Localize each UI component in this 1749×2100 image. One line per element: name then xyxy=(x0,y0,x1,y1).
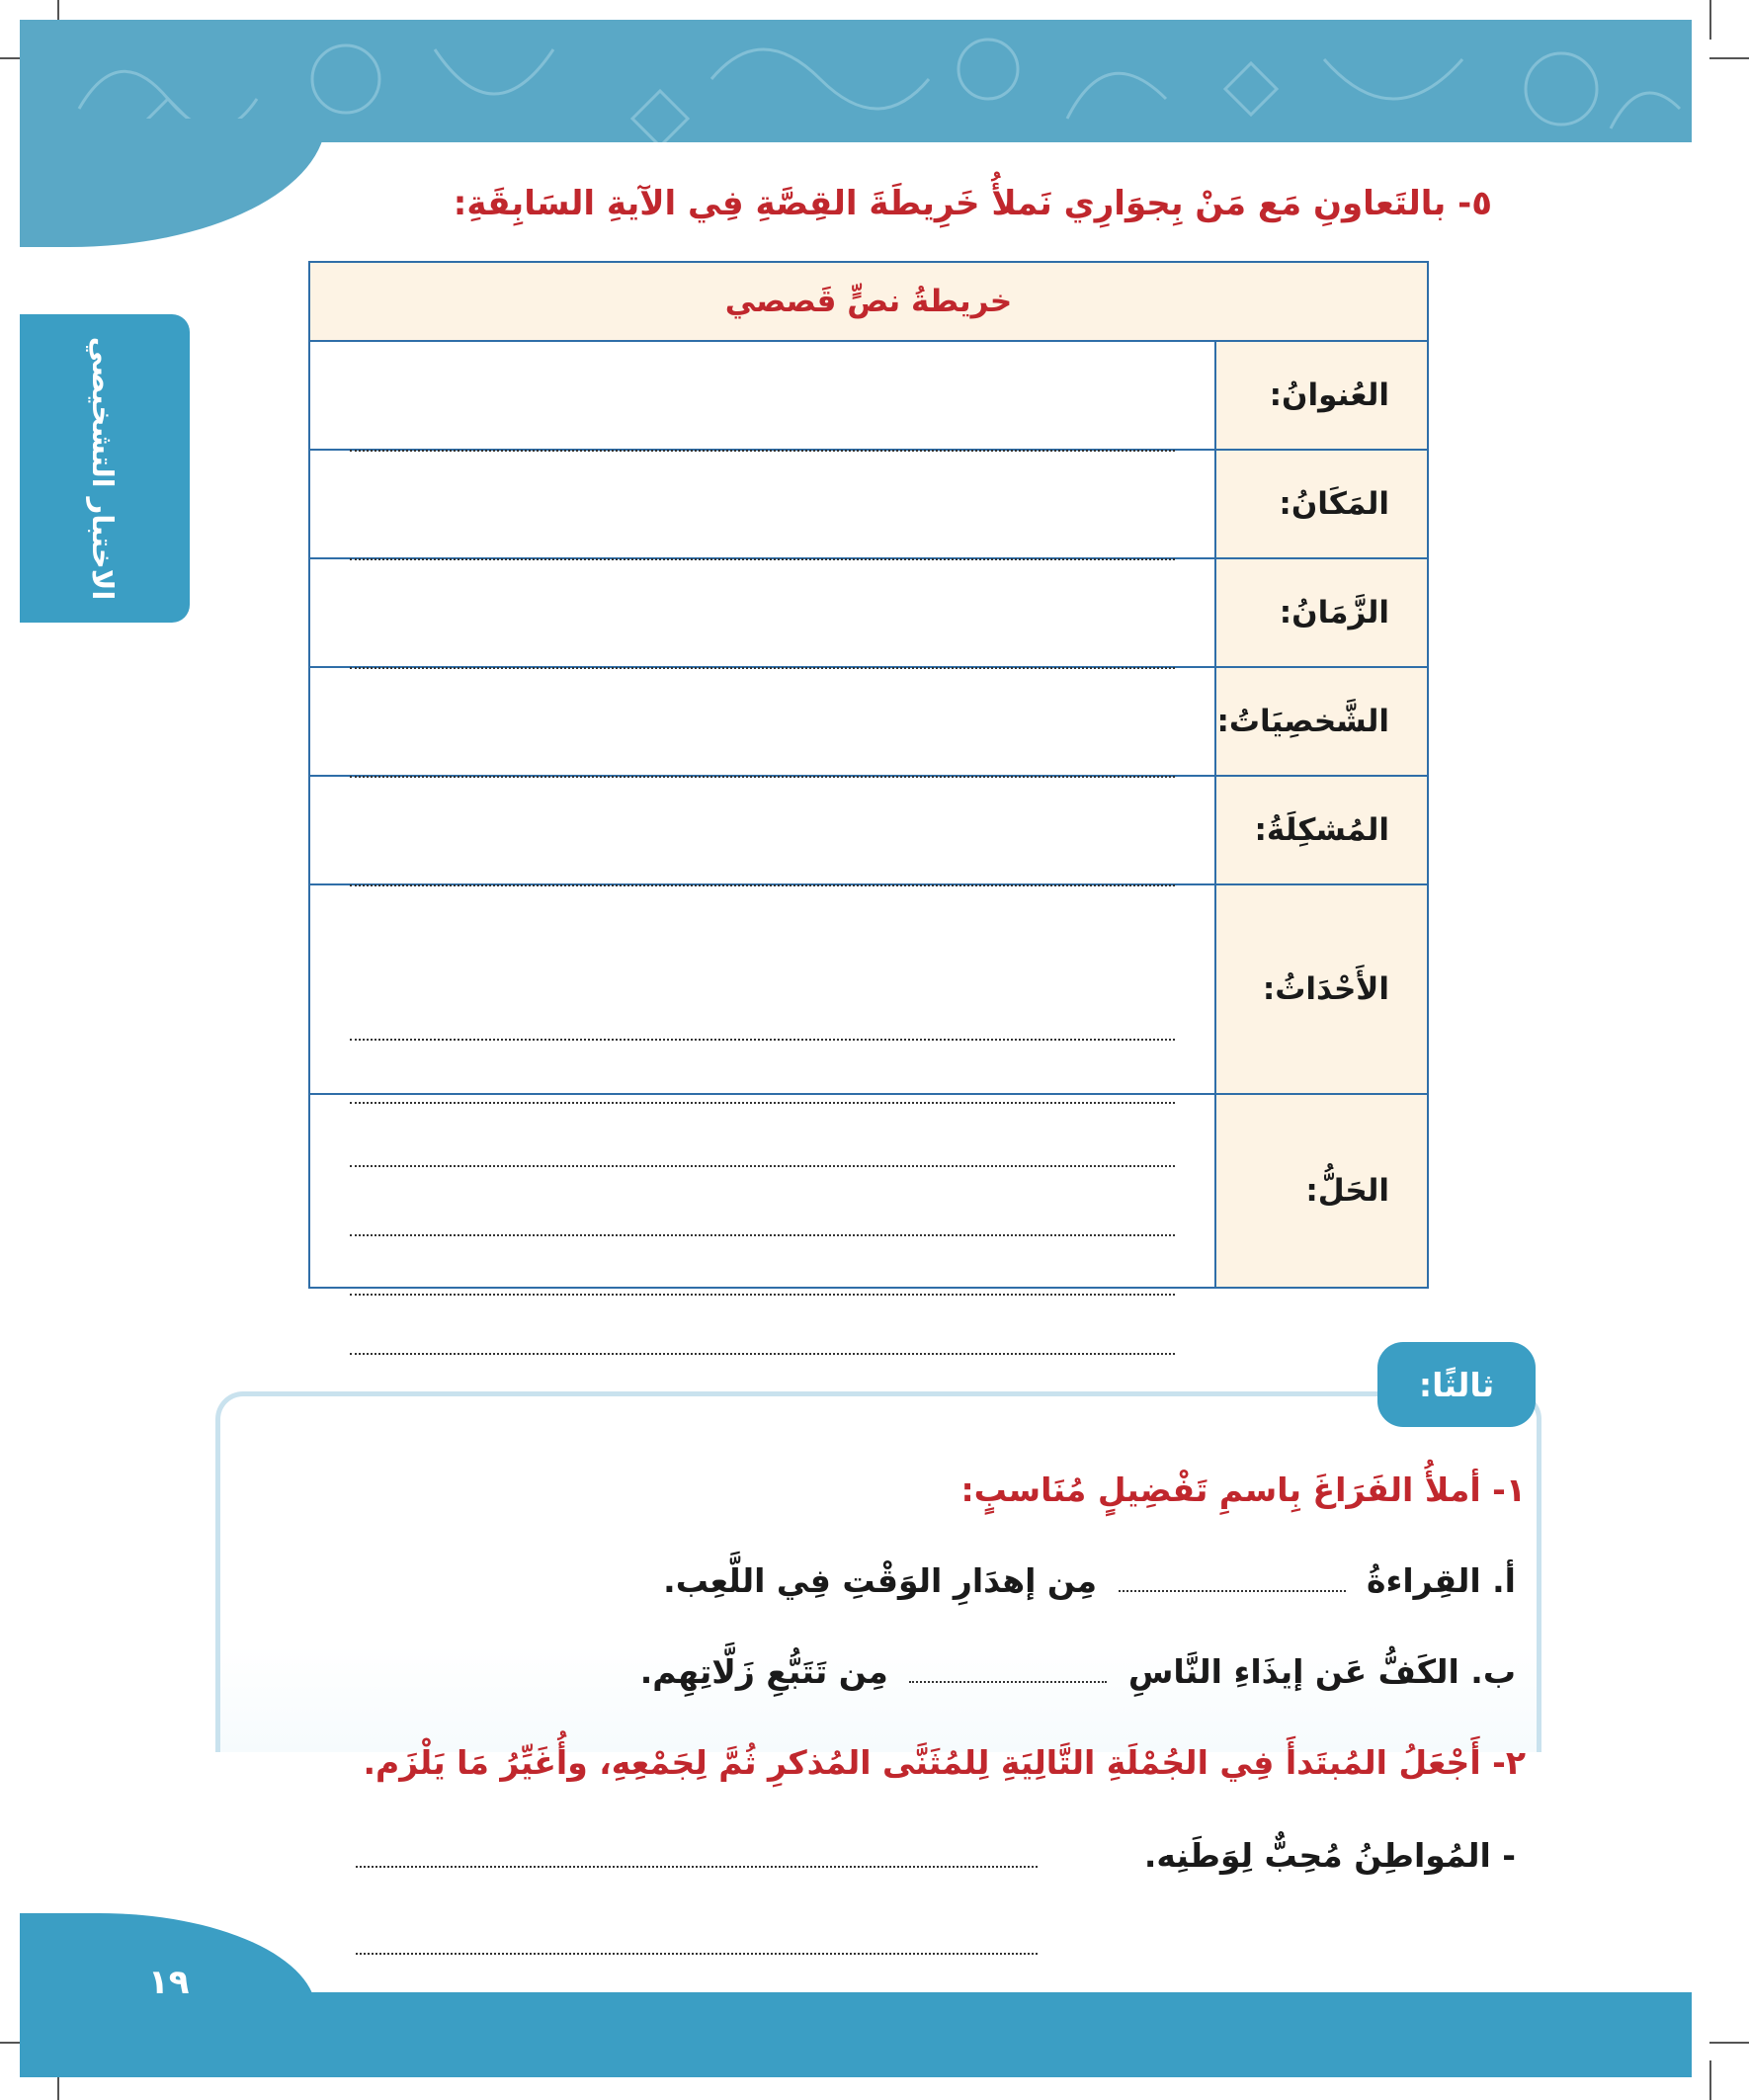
answer-line[interactable] xyxy=(356,1866,1038,1868)
story-map-table xyxy=(308,261,1429,1289)
crop-mark xyxy=(1709,2060,1711,2100)
label-title: العُنوانُ: xyxy=(1215,341,1428,450)
table-title: خريطةُ نصٍّ قَصصي xyxy=(309,262,1428,341)
table-row xyxy=(309,667,1428,776)
question-1a-start: أ. القِراءةُ xyxy=(1367,1561,1516,1600)
answer-problem-field[interactable] xyxy=(309,776,1215,884)
answer-solution-field[interactable] xyxy=(309,1094,1215,1288)
label-problem: المُشكِلَةُ: xyxy=(1215,776,1428,884)
answer-characters-field[interactable] xyxy=(309,667,1215,776)
side-tab-label: الاختبار التشخيصي xyxy=(86,336,120,601)
answer-events-field[interactable] xyxy=(309,884,1215,1094)
crop-mark xyxy=(1709,0,1711,40)
question-5-heading: ٥- بالتَعاونِ مَع مَنْ بِجوَارِي نَملأُ خَرِيطَةَ القِصَّةِ فِي الآيةِ السَابِقَةِ: xyxy=(453,184,1492,223)
answer-time-field[interactable] xyxy=(309,558,1215,667)
question-1b-end: مِن تَتَبُّعِ زَلَّاتِهِم. xyxy=(639,1652,888,1691)
table-row xyxy=(309,1094,1428,1288)
label-time: الزَّمَانُ: xyxy=(1215,558,1428,667)
table-row xyxy=(309,776,1428,884)
header-curve xyxy=(20,119,326,247)
answer-title-field[interactable] xyxy=(309,341,1215,450)
table-row xyxy=(309,450,1428,558)
blank-field[interactable] xyxy=(1119,1590,1346,1592)
answer-line[interactable] xyxy=(356,1953,1038,1955)
question-1-heading: ١- أملأُ الفَرَاغَ بِاسمِ تَفْضِيلٍ مُنَاسبٍ: xyxy=(960,1470,1526,1509)
table-row xyxy=(309,341,1428,450)
table-row xyxy=(309,558,1428,667)
label-solution: الحَلُّ: xyxy=(1215,1094,1428,1288)
question-1b xyxy=(640,1652,1516,1691)
table-row xyxy=(309,884,1428,1094)
section-three-badge: ثالثًا: xyxy=(1377,1342,1536,1427)
blank-field[interactable] xyxy=(909,1681,1107,1683)
question-1a xyxy=(663,1561,1516,1600)
label-place: المَكَانُ: xyxy=(1215,450,1428,558)
answer-place-field[interactable] xyxy=(309,450,1215,558)
crop-mark xyxy=(1709,2042,1749,2044)
question-1a-end: مِن إهدَارِ الوَقْتِ فِي اللَّعِب. xyxy=(663,1561,1098,1600)
question-1b-start: ب. الكَفُّ عَن إيذَاءِ النَّاسِ xyxy=(1127,1652,1516,1691)
question-2-heading: ٢- أَجْعَلُ المُبتَدأَ فِي الجُمْلَةِ التَّالِيَةِ لِلمُثَنَّى المُذكرِ ثُمَّ لِجَمْعِهِ، وأُغَيِّرُ مَا يَلْزَم. xyxy=(363,1743,1526,1782)
page-number: ١٩ xyxy=(148,1963,190,2002)
footer-band xyxy=(20,1992,1692,2077)
question-2-sentence: - المُواطِنُ مُحِبٌّ لِوَطَنِه. xyxy=(1143,1836,1516,1875)
label-characters: الشَّخصِيَاتُ: xyxy=(1215,667,1428,776)
label-events: الأَحْدَاثُ: xyxy=(1215,884,1428,1094)
table-title-row xyxy=(309,262,1428,341)
crop-mark xyxy=(1709,57,1749,59)
